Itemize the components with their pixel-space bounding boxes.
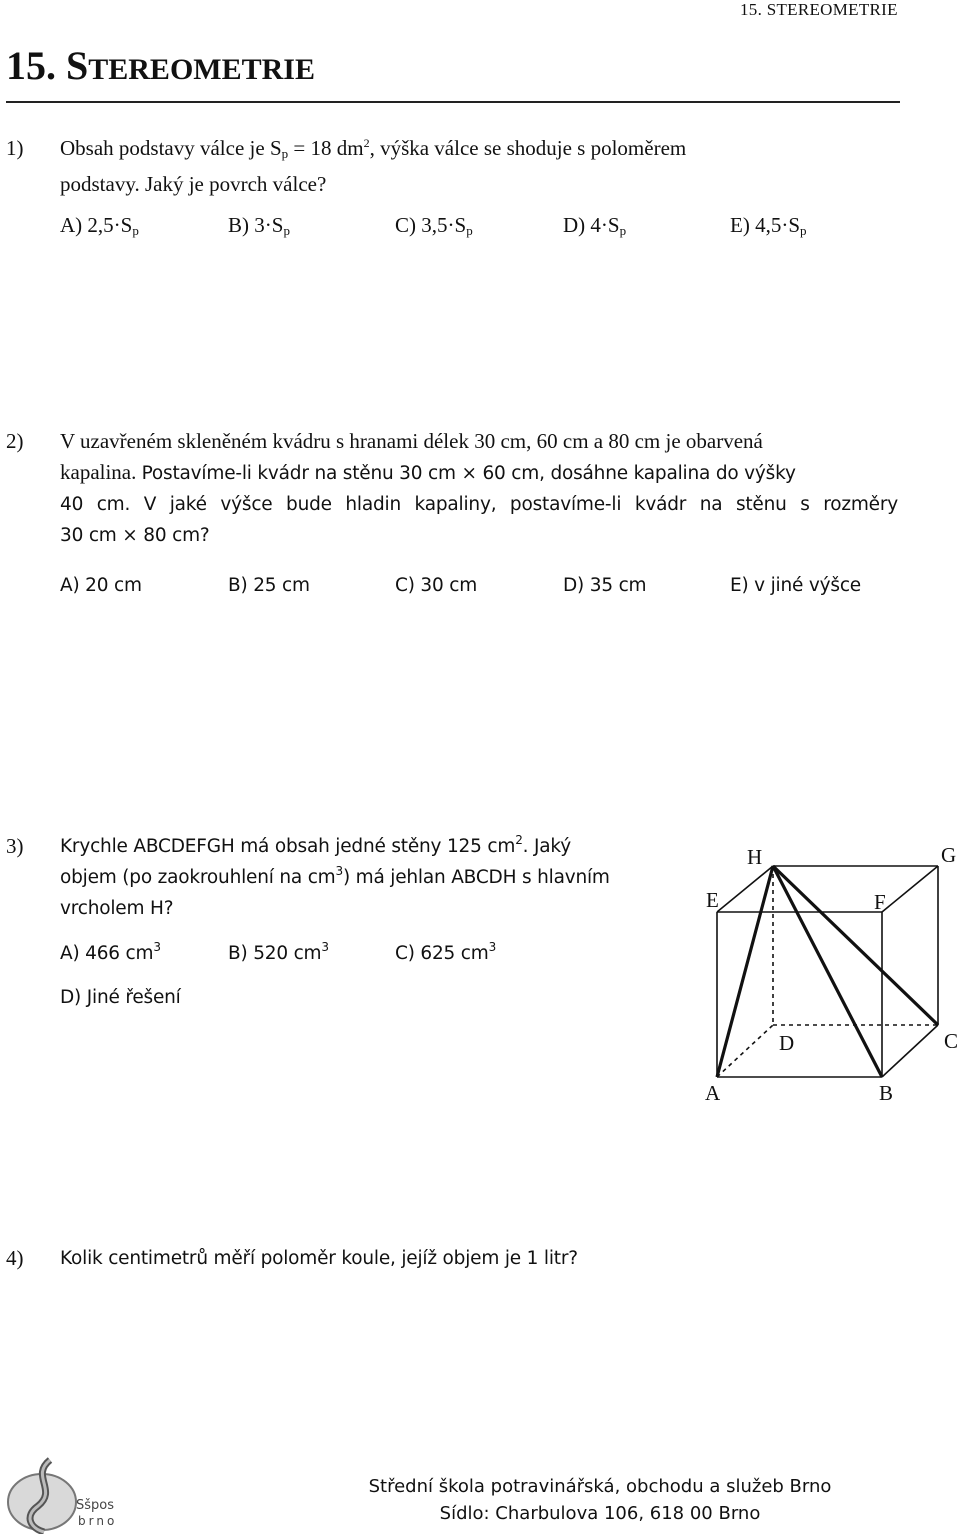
q2-text [60, 426, 898, 551]
q1-number: 1) [6, 136, 24, 160]
q3-option-d: D) Jiné řešení [60, 987, 181, 1008]
q4-text: Kolik centimetrů měří poloměr koule, jejíž objem je 1 litr? [60, 1248, 578, 1269]
header-rule [6, 101, 900, 103]
edge-fg [882, 866, 938, 912]
q1-option-b: B) $3\cdot S_p$ [228, 213, 290, 238]
footer-address: Sídlo: Charbulova 106, 618 00 Brno [439, 1503, 761, 1524]
vertex-label-e: E [706, 888, 719, 912]
q2-option-e: E) v jiné výšce [730, 575, 861, 596]
edge-hc [773, 866, 938, 1025]
logo-text-1: Sšpos [76, 1498, 115, 1513]
edge-ha [717, 866, 773, 1077]
edge-eh [717, 866, 773, 912]
chapter-title: 15. STEREOMETRIE [6, 43, 315, 88]
q1-option-a: A) $2,5\cdot S_p$ [60, 213, 139, 238]
q4-number: 4) [6, 1246, 24, 1270]
q2-option-b: B) 25 cm [228, 575, 310, 596]
q1-option-d: D) $4\cdot S_p$ [563, 213, 627, 238]
q2-line3: 40 cm. V jaké výšce bude hladin kapaliny, postavíme-li kvádr na stěnu s rozměry [60, 494, 898, 515]
q3-text [60, 831, 675, 924]
running-header: 15. STEREOMETRIE [740, 0, 898, 19]
logo-text-2: brno [78, 1514, 118, 1528]
vertex-label-c: C [944, 1029, 959, 1053]
q2-option-c: C) 30 cm [395, 575, 478, 596]
q1-line1-word: Obsah podstavy válce je $S_p = 18$ $dm^2$, výška válce se shoduje s poloměrem [60, 136, 687, 161]
q2-line4: 30 cm × 80 cm? [60, 525, 210, 546]
vertex-label-h: H [747, 845, 763, 869]
cube-diagram [695, 835, 960, 1110]
q3-option-c: C) 625 $cm^3$ [395, 940, 497, 964]
school-logo [0, 1456, 130, 1534]
q2-line1: V uzavřeném skleněném kvádru s hranami délek 30 cm, 60 cm a 80 cm je obarvená [60, 429, 763, 453]
q1-option-c: C) $3,5\cdot S_p$ [395, 213, 473, 238]
edge-bc [882, 1025, 938, 1077]
q3-number: 3) [6, 834, 24, 858]
q1-option-e: E) $4,5\cdot S_p$ [730, 213, 807, 238]
q1-line2: podstavy. Jaký je povrch válce? [60, 172, 327, 196]
q2-number: 2) [6, 429, 24, 453]
vertex-label-f: F [874, 890, 886, 914]
q2-option-d: D) 35 cm [563, 575, 647, 596]
vertex-label-b: B [879, 1081, 894, 1105]
q2-option-a: A) 20 cm [60, 575, 142, 596]
q3-line1: Krychle ABCDEFGH má obsah jedné stěny 125 $cm^2$. Jaký [60, 833, 571, 857]
q3-option-a: A) 466 $cm^3$ [60, 940, 161, 964]
pyramid-edges [717, 866, 938, 1077]
q2-line2: kapalina. Postavíme-li kvádr na stěnu 30 cm × 60 cm, dosáhne kapalina do výšky [60, 460, 796, 484]
vertex-label-a: A [705, 1081, 721, 1105]
footer-school-name: Střední škola potravinářská, obchodu a služeb Brno [368, 1476, 832, 1497]
q3-line2: objem (po zaokrouhlení na $cm^3$) má jehlan ABCDH s hlavním [60, 864, 610, 888]
q3-option-b: B) 520 $cm^3$ [228, 940, 329, 964]
vertex-label-g: G [941, 843, 957, 867]
vertex-label-d: D [779, 1031, 795, 1055]
q1-text [60, 133, 898, 200]
q3-line3: vrcholem H? [60, 898, 174, 919]
